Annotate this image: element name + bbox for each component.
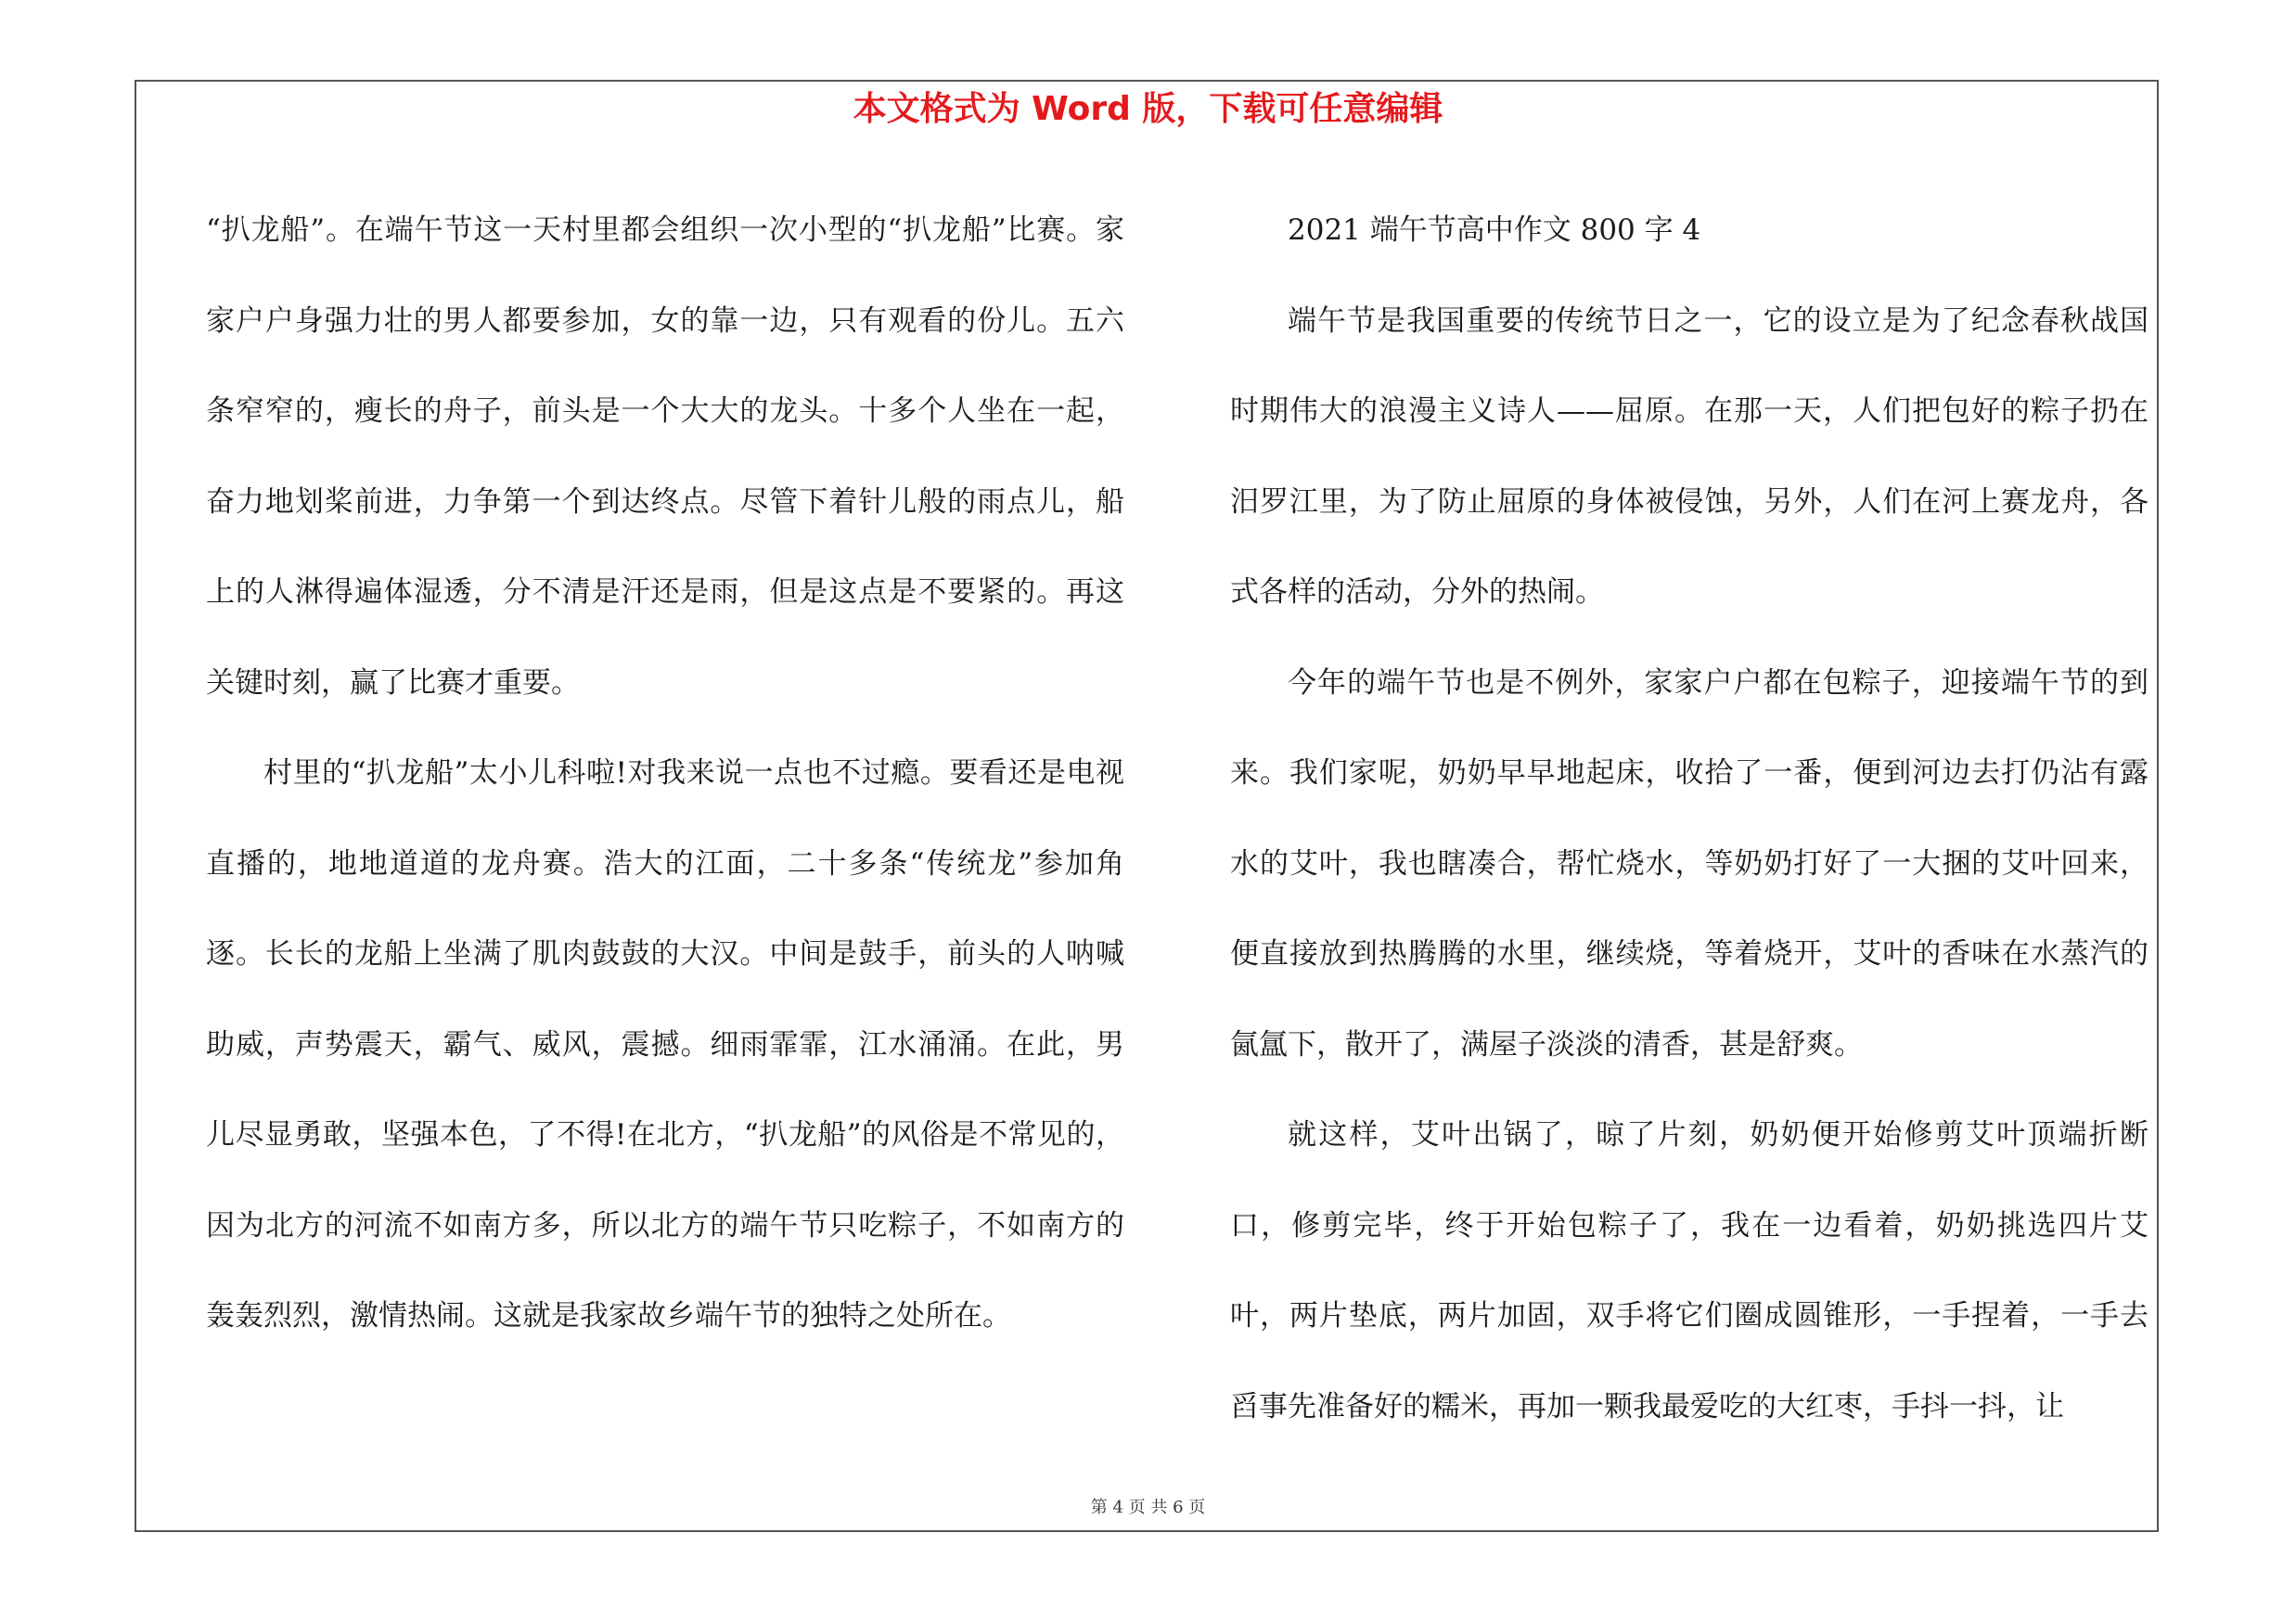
left-paragraph-1: “扒龙船”。在端午节这一天村里都会组织一次小型的“扒龙船”比赛。家家户户身强力壮的男人都要参加，女的靠一边，只有观看的份儿。五六条窄窄的，瘦长的舟子，前头是一个大大的龙头。十多个人坐在一起，奋力地划桨前进，力争第一个到达终点。尽管下着针儿般的雨点儿，船上的人淋得遍体湿透，分不清是汗还是雨，但是这点是不要紧的。再这关键时刻，赢了比赛才重要。 [206,213,1124,700]
right-paragraph-1: 端午节是我国重要的传统节日之一，它的设立是为了纪念春秋战国时期伟大的浪漫主义诗人——屈原。在那一天，人们把包好的粽子扔在汨罗江里，为了防止屈原的身体被侵蚀，另外，人们在河上赛龙舟，各式各样的活动，分外的热闹。 [1230,303,2148,609]
header-banner: 本文格式为 Word 版，下载可任意编辑 [853,90,1443,128]
right-column [1230,186,2148,1452]
right-paragraph-2: 今年的端午节也是不例外，家家户户都在包粽子，迎接端午节的到来。我们家呢，奶奶早早地起床，收拾了一番，便到河边去打仍沾有露水的艾叶，我也瞎凑合，帮忙烧水，等奶奶打好了一大捆的艾叶回来，便直接放到热腾腾的水里，继续烧，等着烧开，艾叶的香味在水蒸汽的氤氲下，散开了，满屋子淡淡的清香，甚是舒爽。 [1230,665,2148,1062]
left-column [206,186,1124,1362]
essay-heading: 2021 端午节高中作文 800 字 4 [1288,213,1701,247]
left-paragraph-2: 村里的“扒龙船”太小儿科啦!对我来说一点也不过瘾。要看还是电视直播的，地地道道的龙舟赛。浩大的江面，二十多条“传统龙”参加角逐。长长的龙船上坐满了肌肉鼓鼓的大汉。中间是鼓手，前头的人呐喊助威，声势震天，霸气、威风，震撼。细雨霏霏，江水涌涌。在此，男儿尽显勇敢，坚强本色，了不得!在北方，“扒龙船”的风俗是不常见的，因为北方的河流不如南方多，所以北方的端午节只吃粽子，不如南方的轰轰烈烈，激情热闹。这就是我家故乡端午节的独特之处所在。 [206,756,1124,1333]
page-number: 第 4 页 共 6 页 [1090,1498,1206,1517]
right-paragraph-3: 就这样，艾叶出锅了，晾了片刻，奶奶便开始修剪艾叶顶端折断口，修剪完毕，终于开始包粽子了，我在一边看着，奶奶挑选四片艾叶，两片垫底，两片加固，双手将它们圈成圆锥形，一手捏着，一手去舀事先准备好的糯米，再加一颗我最爱吃的大红枣，手抖一抖，让 [1230,1118,2148,1423]
